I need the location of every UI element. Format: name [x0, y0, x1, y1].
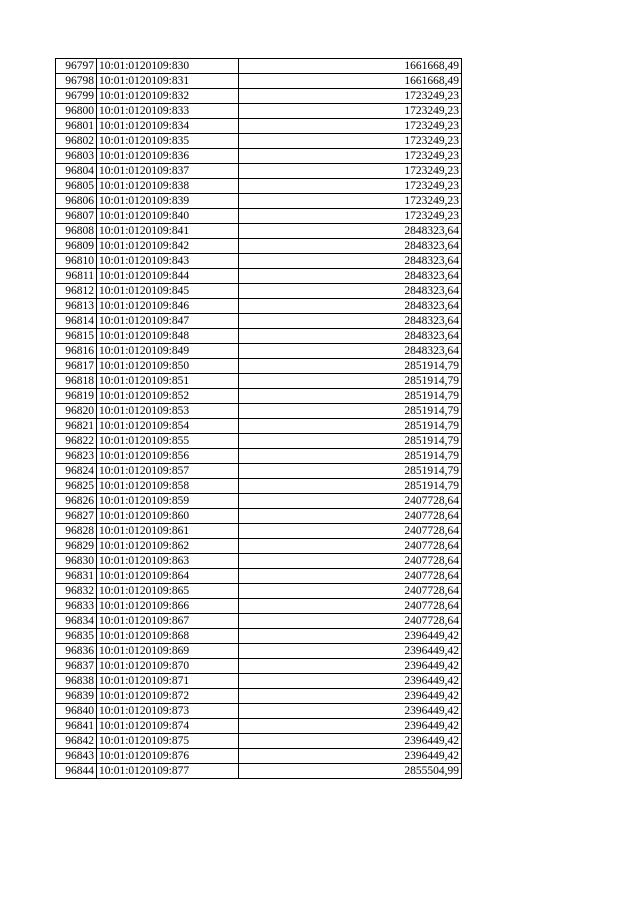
cadastral-number-cell: 10:01:0120109:871: [97, 674, 239, 689]
value-cell: 2848323,64: [239, 239, 462, 254]
cadastral-number-cell: 10:01:0120109:874: [97, 719, 239, 734]
table-row: [56, 734, 462, 749]
cadastral-number-cell: 10:01:0120109:831: [97, 74, 239, 89]
table-row: [56, 89, 462, 104]
cadastral-number-cell: 10:01:0120109:861: [97, 524, 239, 539]
table-row: [56, 374, 462, 389]
table-row: [56, 644, 462, 659]
table-row: [56, 389, 462, 404]
row-number-cell: 96797: [56, 59, 97, 74]
row-number-cell: 96835: [56, 629, 97, 644]
value-cell: 1661668,49: [239, 59, 462, 74]
table-row: [56, 494, 462, 509]
row-number-cell: 96840: [56, 704, 97, 719]
value-cell: 2851914,79: [239, 479, 462, 494]
row-number-cell: 96842: [56, 734, 97, 749]
value-cell: 2848323,64: [239, 269, 462, 284]
row-number-cell: 96800: [56, 104, 97, 119]
table-body: [56, 59, 462, 779]
row-number-cell: 96833: [56, 599, 97, 614]
row-number-cell: 96811: [56, 269, 97, 284]
table-row: [56, 629, 462, 644]
row-number-cell: 96821: [56, 419, 97, 434]
value-cell: 2407728,64: [239, 614, 462, 629]
cadastral-number-cell: 10:01:0120109:846: [97, 299, 239, 314]
table-row: [56, 419, 462, 434]
data-table: [55, 58, 462, 779]
row-number-cell: 96799: [56, 89, 97, 104]
table-row: [56, 359, 462, 374]
row-number-cell: 96802: [56, 134, 97, 149]
cadastral-number-cell: 10:01:0120109:850: [97, 359, 239, 374]
row-number-cell: 96812: [56, 284, 97, 299]
value-cell: 1723249,23: [239, 149, 462, 164]
row-number-cell: 96807: [56, 209, 97, 224]
value-cell: 2848323,64: [239, 329, 462, 344]
table-row: [56, 134, 462, 149]
table-row: [56, 164, 462, 179]
table-row: [56, 569, 462, 584]
value-cell: 2407728,64: [239, 599, 462, 614]
table-row: [56, 179, 462, 194]
table-row: [56, 554, 462, 569]
table-row: [56, 674, 462, 689]
cadastral-number-cell: 10:01:0120109:842: [97, 239, 239, 254]
row-number-cell: 96837: [56, 659, 97, 674]
cadastral-number-cell: 10:01:0120109:838: [97, 179, 239, 194]
table-row: [56, 194, 462, 209]
table-row: [56, 749, 462, 764]
cadastral-number-cell: 10:01:0120109:833: [97, 104, 239, 119]
table-row: [56, 149, 462, 164]
value-cell: 1723249,23: [239, 164, 462, 179]
value-cell: 2407728,64: [239, 539, 462, 554]
value-cell: 2851914,79: [239, 404, 462, 419]
cadastral-number-cell: 10:01:0120109:866: [97, 599, 239, 614]
value-cell: 2851914,79: [239, 419, 462, 434]
row-number-cell: 96844: [56, 764, 97, 779]
value-cell: 2396449,42: [239, 659, 462, 674]
row-number-cell: 96831: [56, 569, 97, 584]
value-cell: 2396449,42: [239, 629, 462, 644]
row-number-cell: 96816: [56, 344, 97, 359]
cadastral-number-cell: 10:01:0120109:843: [97, 254, 239, 269]
value-cell: 2848323,64: [239, 224, 462, 239]
row-number-cell: 96843: [56, 749, 97, 764]
row-number-cell: 96817: [56, 359, 97, 374]
table-row: [56, 689, 462, 704]
value-cell: 2407728,64: [239, 554, 462, 569]
cadastral-number-cell: 10:01:0120109:845: [97, 284, 239, 299]
cadastral-number-cell: 10:01:0120109:873: [97, 704, 239, 719]
cadastral-number-cell: 10:01:0120109:853: [97, 404, 239, 419]
cadastral-number-cell: 10:01:0120109:872: [97, 689, 239, 704]
row-number-cell: 96808: [56, 224, 97, 239]
table-row: [56, 539, 462, 554]
cadastral-number-cell: 10:01:0120109:834: [97, 119, 239, 134]
row-number-cell: 96806: [56, 194, 97, 209]
row-number-cell: 96826: [56, 494, 97, 509]
value-cell: 2396449,42: [239, 749, 462, 764]
row-number-cell: 96804: [56, 164, 97, 179]
row-number-cell: 96830: [56, 554, 97, 569]
table-row: [56, 659, 462, 674]
table-row: [56, 719, 462, 734]
cadastral-number-cell: 10:01:0120109:877: [97, 764, 239, 779]
table-row: [56, 434, 462, 449]
table-row: [56, 209, 462, 224]
value-cell: 2396449,42: [239, 644, 462, 659]
value-cell: 2851914,79: [239, 449, 462, 464]
row-number-cell: 96823: [56, 449, 97, 464]
row-number-cell: 96809: [56, 239, 97, 254]
table-row: [56, 479, 462, 494]
table-row: [56, 524, 462, 539]
cadastral-number-cell: 10:01:0120109:840: [97, 209, 239, 224]
value-cell: 1723249,23: [239, 179, 462, 194]
table-row: [56, 764, 462, 779]
row-number-cell: 96813: [56, 299, 97, 314]
value-cell: 2396449,42: [239, 734, 462, 749]
table-row: [56, 59, 462, 74]
row-number-cell: 96834: [56, 614, 97, 629]
cadastral-number-cell: 10:01:0120109:844: [97, 269, 239, 284]
cadastral-number-cell: 10:01:0120109:851: [97, 374, 239, 389]
cadastral-number-cell: 10:01:0120109:836: [97, 149, 239, 164]
value-cell: 2396449,42: [239, 704, 462, 719]
cadastral-number-cell: 10:01:0120109:868: [97, 629, 239, 644]
cadastral-number-cell: 10:01:0120109:858: [97, 479, 239, 494]
table-row: [56, 239, 462, 254]
table-row: [56, 509, 462, 524]
row-number-cell: 96815: [56, 329, 97, 344]
value-cell: 2848323,64: [239, 284, 462, 299]
value-cell: 2851914,79: [239, 434, 462, 449]
row-number-cell: 96810: [56, 254, 97, 269]
table-row: [56, 269, 462, 284]
row-number-cell: 96825: [56, 479, 97, 494]
value-cell: 1723249,23: [239, 89, 462, 104]
cadastral-number-cell: 10:01:0120109:854: [97, 419, 239, 434]
row-number-cell: 96819: [56, 389, 97, 404]
table-row: [56, 449, 462, 464]
table-row: [56, 614, 462, 629]
cadastral-number-cell: 10:01:0120109:856: [97, 449, 239, 464]
cadastral-number-cell: 10:01:0120109:830: [97, 59, 239, 74]
value-cell: 2407728,64: [239, 569, 462, 584]
table-row: [56, 464, 462, 479]
row-number-cell: 96803: [56, 149, 97, 164]
value-cell: 1723249,23: [239, 209, 462, 224]
cadastral-number-cell: 10:01:0120109:865: [97, 584, 239, 599]
row-number-cell: 96820: [56, 404, 97, 419]
row-number-cell: 96805: [56, 179, 97, 194]
row-number-cell: 96828: [56, 524, 97, 539]
table-row: [56, 224, 462, 239]
cadastral-number-cell: 10:01:0120109:839: [97, 194, 239, 209]
cadastral-number-cell: 10:01:0120109:862: [97, 539, 239, 554]
value-cell: 2407728,64: [239, 524, 462, 539]
table-row: [56, 584, 462, 599]
table-row: [56, 344, 462, 359]
cadastral-number-cell: 10:01:0120109:849: [97, 344, 239, 359]
table-row: [56, 599, 462, 614]
row-number-cell: 96836: [56, 644, 97, 659]
row-number-cell: 96824: [56, 464, 97, 479]
value-cell: 2396449,42: [239, 689, 462, 704]
cadastral-number-cell: 10:01:0120109:855: [97, 434, 239, 449]
row-number-cell: 96801: [56, 119, 97, 134]
table-row: [56, 329, 462, 344]
value-cell: 2407728,64: [239, 494, 462, 509]
cadastral-number-cell: 10:01:0120109:869: [97, 644, 239, 659]
cadastral-number-cell: 10:01:0120109:867: [97, 614, 239, 629]
cadastral-number-cell: 10:01:0120109:864: [97, 569, 239, 584]
cadastral-number-cell: 10:01:0120109:876: [97, 749, 239, 764]
cadastral-number-cell: 10:01:0120109:832: [97, 89, 239, 104]
row-number-cell: 96832: [56, 584, 97, 599]
value-cell: 2407728,64: [239, 509, 462, 524]
table-row: [56, 74, 462, 89]
table-row: [56, 704, 462, 719]
cadastral-number-cell: 10:01:0120109:875: [97, 734, 239, 749]
value-cell: 2855504,99: [239, 764, 462, 779]
value-cell: 2396449,42: [239, 674, 462, 689]
cadastral-number-cell: 10:01:0120109:860: [97, 509, 239, 524]
row-number-cell: 96841: [56, 719, 97, 734]
table-row: [56, 314, 462, 329]
cadastral-number-cell: 10:01:0120109:847: [97, 314, 239, 329]
cadastral-number-cell: 10:01:0120109:848: [97, 329, 239, 344]
value-cell: 2396449,42: [239, 719, 462, 734]
value-cell: 1723249,23: [239, 194, 462, 209]
cadastral-number-cell: 10:01:0120109:841: [97, 224, 239, 239]
row-number-cell: 96822: [56, 434, 97, 449]
value-cell: 2851914,79: [239, 389, 462, 404]
value-cell: 2848323,64: [239, 314, 462, 329]
value-cell: 2848323,64: [239, 254, 462, 269]
table-row: [56, 404, 462, 419]
cadastral-number-cell: 10:01:0120109:835: [97, 134, 239, 149]
cadastral-number-cell: 10:01:0120109:859: [97, 494, 239, 509]
value-cell: 1723249,23: [239, 119, 462, 134]
cadastral-number-cell: 10:01:0120109:863: [97, 554, 239, 569]
table-row: [56, 104, 462, 119]
value-cell: 1723249,23: [239, 104, 462, 119]
value-cell: 2848323,64: [239, 344, 462, 359]
cadastral-number-cell: 10:01:0120109:837: [97, 164, 239, 179]
cadastral-number-cell: 10:01:0120109:852: [97, 389, 239, 404]
row-number-cell: 96839: [56, 689, 97, 704]
cadastral-number-cell: 10:01:0120109:857: [97, 464, 239, 479]
value-cell: 1661668,49: [239, 74, 462, 89]
table-row: [56, 284, 462, 299]
value-cell: 2851914,79: [239, 374, 462, 389]
row-number-cell: 96818: [56, 374, 97, 389]
row-number-cell: 96838: [56, 674, 97, 689]
row-number-cell: 96798: [56, 74, 97, 89]
table-row: [56, 299, 462, 314]
value-cell: 2407728,64: [239, 584, 462, 599]
value-cell: 2851914,79: [239, 464, 462, 479]
row-number-cell: 96814: [56, 314, 97, 329]
table-row: [56, 254, 462, 269]
value-cell: 2851914,79: [239, 359, 462, 374]
table-row: [56, 119, 462, 134]
cadastral-number-cell: 10:01:0120109:870: [97, 659, 239, 674]
value-cell: 1723249,23: [239, 134, 462, 149]
row-number-cell: 96827: [56, 509, 97, 524]
row-number-cell: 96829: [56, 539, 97, 554]
value-cell: 2848323,64: [239, 299, 462, 314]
